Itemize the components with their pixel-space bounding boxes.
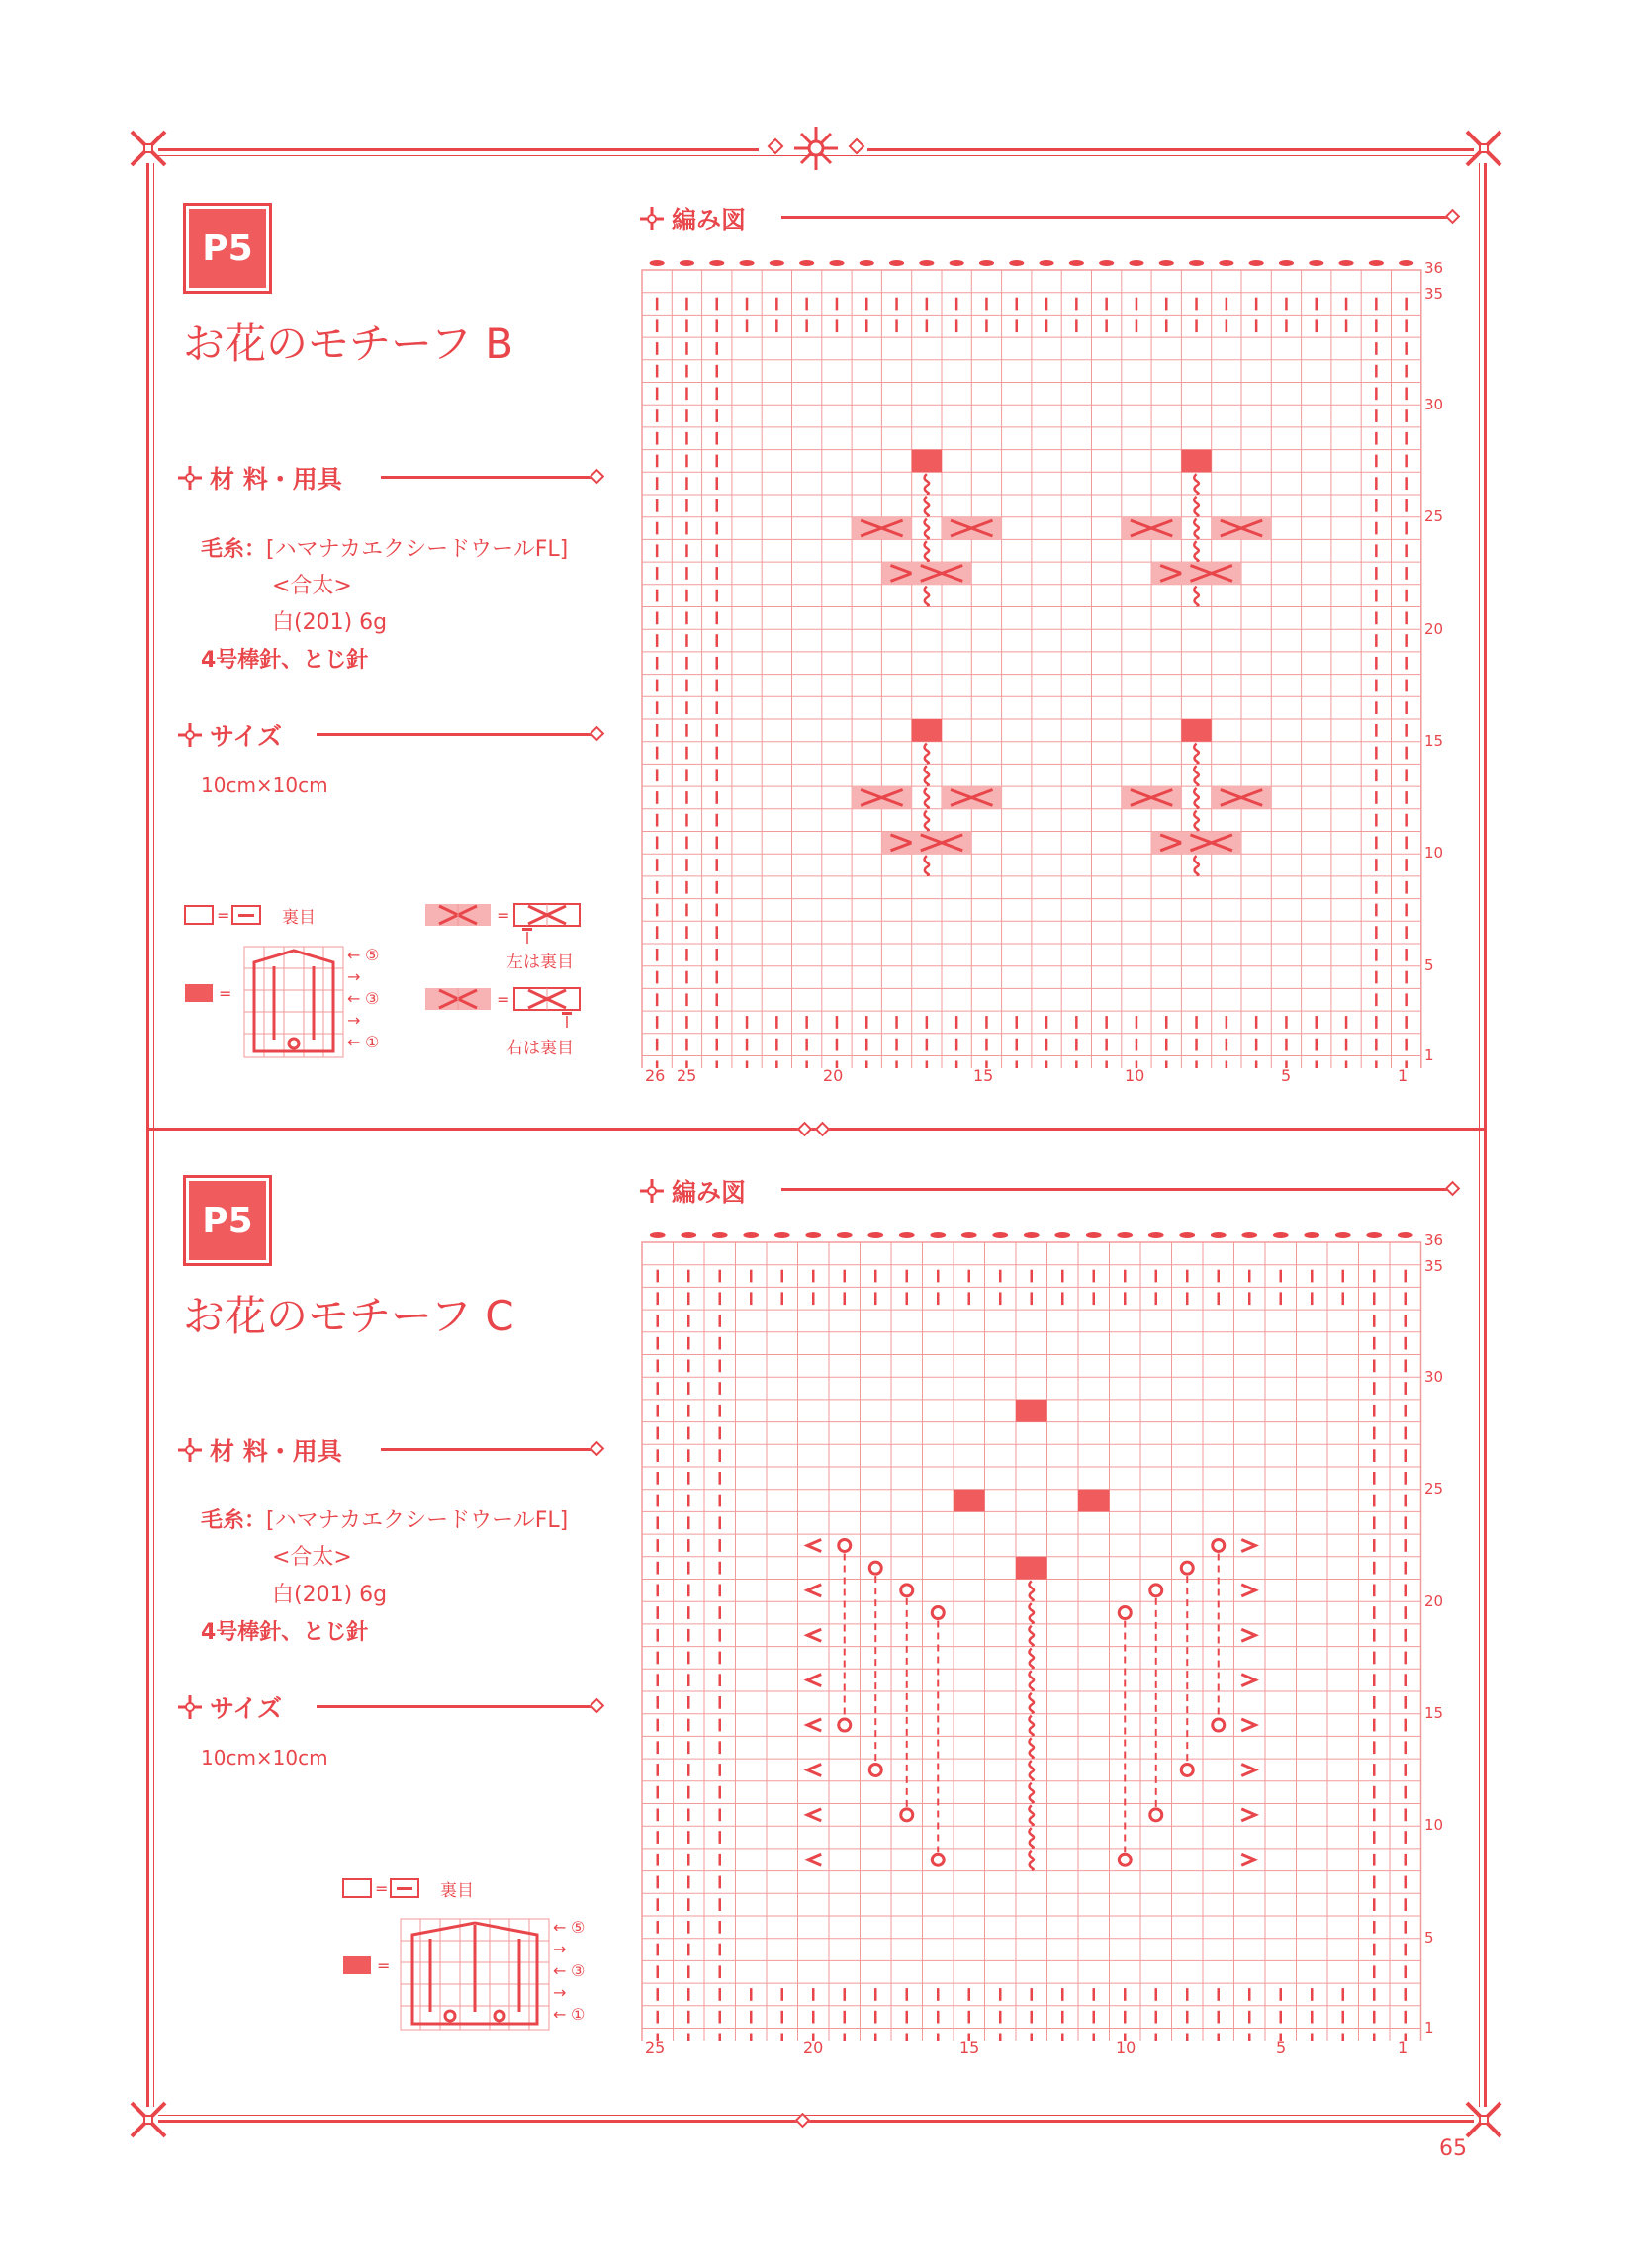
bindoff-mark	[1273, 1232, 1289, 1238]
heading-rule	[381, 476, 593, 479]
eyelet-mark	[869, 1764, 881, 1775]
legend-left-purl-text: 左は裏目	[506, 953, 574, 972]
bindoff-mark	[650, 1232, 666, 1238]
eyelet-mark	[1213, 1719, 1225, 1731]
eyelet-mark	[1213, 1539, 1225, 1551]
bobble-cell	[1016, 1400, 1047, 1422]
col-label: 20	[803, 2039, 824, 2057]
bindoff-mark	[1279, 260, 1294, 266]
bindoff-mark	[1159, 260, 1174, 266]
bindoff-mark	[860, 260, 874, 266]
heading-rule	[317, 1705, 593, 1708]
bindoff-mark	[681, 1232, 696, 1238]
sparkle-icon	[176, 1436, 204, 1464]
chart-heading-text: 編み図	[672, 206, 747, 234]
knitting-chart-b	[638, 252, 1429, 1068]
heading-diamond-icon	[1445, 209, 1461, 225]
svg-text:←: ←	[347, 989, 361, 1008]
bobble-cell	[912, 450, 942, 473]
divider-diamond-icon	[797, 1122, 813, 1137]
heading-diamond-icon	[590, 726, 605, 742]
legend-bobble-icon	[341, 1917, 618, 2036]
row-label: 35	[1424, 1257, 1444, 1275]
bindoff-mark	[743, 1232, 759, 1238]
row-label: 20	[1424, 620, 1444, 638]
bindoff-mark	[889, 260, 904, 266]
pattern-badge-label: P5	[189, 209, 266, 288]
col-label: 1	[1398, 2039, 1409, 2057]
frame-left-inner	[153, 163, 154, 2107]
col-label: 20	[823, 1066, 844, 1085]
legend-purl-text: 裏目	[440, 1881, 474, 1901]
row-label: 10	[1424, 844, 1444, 862]
sparkle-icon	[176, 721, 204, 749]
row-label: 15	[1424, 732, 1444, 750]
bindoff-mark	[770, 260, 784, 266]
bindoff-mark	[805, 1232, 821, 1238]
bindoff-mark	[1369, 260, 1384, 266]
pattern-badge-label: P5	[189, 1181, 266, 1260]
bindoff-mark	[712, 1232, 728, 1238]
bindoff-mark	[680, 260, 694, 266]
size-heading	[176, 1689, 282, 1725]
bindoff-mark	[774, 1232, 790, 1238]
heading-diamond-icon	[590, 469, 605, 485]
svg-text:←: ←	[553, 1961, 567, 1980]
row-label: 1	[1424, 1046, 1434, 1064]
size-heading-text: サイズ	[210, 1694, 283, 1723]
chart-heading-text: 編み図	[672, 1178, 747, 1207]
svg-text:=: =	[219, 984, 232, 1003]
svg-text:→: →	[553, 1983, 567, 2002]
bobble-cell	[1016, 1557, 1047, 1580]
svg-text:←: ←	[553, 2005, 567, 2024]
row-label: 15	[1424, 1704, 1444, 1722]
bindoff-mark	[1069, 260, 1084, 266]
row-label: 5	[1424, 1929, 1434, 1947]
svg-text:①: ①	[571, 2005, 586, 2024]
pattern-badge	[183, 203, 272, 294]
frame-bottom	[158, 2120, 1474, 2123]
bindoff-mark	[979, 260, 994, 266]
col-label: 26	[645, 1066, 666, 1085]
bindoff-mark	[1129, 260, 1143, 266]
bindoff-mark	[1338, 260, 1353, 266]
legend-bobble-icon	[183, 945, 420, 1063]
bindoff-mark	[1249, 260, 1264, 266]
size-heading-text: サイズ	[210, 722, 283, 751]
svg-text:←: ←	[347, 1033, 361, 1051]
svg-text:=: =	[497, 990, 510, 1009]
svg-text:←: ←	[553, 1918, 567, 1937]
bindoff-mark	[739, 260, 754, 266]
heading-rule	[317, 733, 593, 736]
pattern-badge	[183, 1175, 272, 1266]
bindoff-mark	[950, 260, 964, 266]
bobble-cell	[1181, 450, 1211, 473]
col-label: 10	[1125, 1066, 1145, 1085]
bindoff-mark	[867, 1232, 883, 1238]
svg-text:⑤: ⑤	[571, 1918, 586, 1937]
heading-rule	[381, 1448, 593, 1451]
yarn-weight: <合太>	[272, 1545, 352, 1570]
flower-ornament-icon	[757, 117, 875, 180]
col-label: 1	[1398, 1066, 1409, 1085]
sparkle-icon	[638, 1177, 666, 1205]
col-label: 15	[959, 2039, 980, 2057]
eyelet-mark	[932, 1607, 944, 1619]
bindoff-mark	[1117, 1232, 1133, 1238]
bindoff-mark	[1219, 260, 1233, 266]
legend-purl-icon	[341, 1876, 440, 1900]
corner-ornament-icon	[124, 124, 173, 173]
col-label: 15	[973, 1066, 994, 1085]
sparkle-icon	[176, 1693, 204, 1721]
svg-text:→: →	[347, 1011, 361, 1030]
knitting-chart-c	[638, 1225, 1429, 2041]
bindoff-mark	[1054, 1232, 1070, 1238]
bindoff-mark	[1179, 1232, 1195, 1238]
yarn-label: 毛糸：[ハマナカエクシードウールFL]	[201, 537, 569, 562]
eyelet-mark	[1150, 1809, 1162, 1821]
yarn-color: 白(201) 6g	[272, 610, 388, 635]
svg-text:=: =	[377, 1956, 391, 1975]
eyelet-mark	[839, 1539, 851, 1551]
materials-heading-text: 材 料・用具	[210, 1437, 342, 1466]
yarn-weight: <合太>	[272, 574, 352, 598]
chart-heading	[638, 201, 746, 236]
yarn-color: 白(201) 6g	[272, 1583, 388, 1607]
eyelet-mark	[901, 1585, 913, 1596]
frame-bottom-inner	[158, 2115, 1474, 2116]
eyelet-mark	[1119, 1607, 1131, 1619]
frame-right	[1484, 163, 1487, 2107]
size-value: 10cm×10cm	[201, 1746, 328, 1769]
svg-text:①: ①	[365, 1033, 380, 1051]
bindoff-mark	[1189, 260, 1204, 266]
frame-right-inner	[1479, 163, 1480, 2107]
bindoff-mark	[1039, 260, 1053, 266]
col-label: 10	[1116, 2039, 1136, 2057]
bindoff-mark	[1309, 260, 1323, 266]
bindoff-mark	[1241, 1232, 1257, 1238]
row-label: 30	[1424, 396, 1444, 413]
bindoff-mark	[1099, 260, 1114, 266]
svg-text:=: =	[497, 906, 510, 925]
eyelet-mark	[1119, 1854, 1131, 1865]
size-heading	[176, 717, 282, 753]
svg-text:→: →	[553, 1940, 567, 1958]
bindoff-mark	[829, 260, 844, 266]
bindoff-mark	[1211, 1232, 1227, 1238]
size-value: 10cm×10cm	[201, 773, 328, 797]
legend-purl-text: 裏目	[282, 908, 316, 928]
svg-text:→: →	[347, 967, 361, 986]
bindoff-mark	[1366, 1232, 1382, 1238]
materials-heading	[176, 1432, 342, 1468]
materials-heading-text: 材 料・用具	[210, 465, 342, 494]
needles: 4号棒針、とじ針	[201, 1620, 369, 1645]
eyelet-mark	[869, 1562, 881, 1574]
bindoff-mark	[930, 1232, 946, 1238]
row-label: 30	[1424, 1368, 1444, 1386]
bobble-cell	[954, 1490, 985, 1512]
svg-text:③: ③	[365, 989, 380, 1008]
page-number: 65	[1439, 2136, 1467, 2161]
materials-heading	[176, 460, 342, 496]
bindoff-mark	[1024, 1232, 1040, 1238]
sparkle-icon	[638, 205, 666, 232]
col-label: 25	[677, 1066, 697, 1085]
row-label: 20	[1424, 1592, 1444, 1610]
bindoff-mark	[1009, 260, 1024, 266]
heading-rule	[781, 1188, 1449, 1191]
needles: 4号棒針、とじ針	[201, 648, 369, 673]
legend-purl-icon	[183, 903, 282, 927]
bindoff-mark	[919, 260, 934, 266]
svg-text:←: ←	[347, 946, 361, 964]
chart-heading	[638, 1173, 746, 1209]
frame-left	[146, 163, 149, 2107]
eyelet-mark	[839, 1719, 851, 1731]
bindoff-mark	[1148, 1232, 1164, 1238]
svg-text:③: ③	[571, 1961, 586, 1980]
row-label: 1	[1424, 2019, 1434, 2037]
motif-title: お花のモチーフ C	[183, 1292, 514, 1340]
eyelet-mark	[1181, 1562, 1193, 1574]
bindoff-mark	[837, 1232, 853, 1238]
heading-diamond-icon	[1445, 1181, 1461, 1197]
row-label: 25	[1424, 507, 1444, 525]
bindoff-mark	[799, 260, 814, 266]
col-label: 5	[1276, 2039, 1287, 2057]
eyelet-mark	[1150, 1585, 1162, 1596]
yarn-label: 毛糸：[ハマナカエクシードウールFL]	[201, 1508, 569, 1533]
row-label: 35	[1424, 285, 1444, 303]
bobble-cell	[1181, 719, 1211, 742]
bindoff-mark	[1304, 1232, 1319, 1238]
eyelet-mark	[1181, 1764, 1193, 1775]
bobble-cell	[1078, 1490, 1110, 1512]
heading-diamond-icon	[590, 1441, 605, 1457]
row-label: 5	[1424, 956, 1434, 974]
eyelet-mark	[932, 1854, 944, 1865]
motif-title: お花のモチーフ B	[183, 319, 514, 368]
bindoff-mark	[899, 1232, 915, 1238]
col-label: 25	[645, 2039, 666, 2057]
legend-right-purl-text: 右は裏目	[506, 1039, 574, 1058]
row-label: 36	[1424, 1231, 1444, 1249]
col-label: 5	[1281, 1066, 1292, 1085]
row-label: 10	[1424, 1816, 1444, 1834]
bindoff-mark	[709, 260, 724, 266]
corner-ornament-icon	[1459, 124, 1508, 173]
heading-rule	[781, 216, 1449, 219]
eyelet-mark	[901, 1809, 913, 1821]
heading-diamond-icon	[590, 1698, 605, 1714]
corner-ornament-icon	[124, 2095, 173, 2144]
divider-diamond-icon	[815, 1122, 831, 1137]
svg-text:=: =	[217, 906, 230, 925]
bindoff-mark	[992, 1232, 1008, 1238]
chart-frame	[642, 1242, 1421, 2041]
bindoff-mark	[961, 1232, 977, 1238]
bindoff-mark	[1086, 1232, 1102, 1238]
bindoff-mark	[650, 260, 665, 266]
bindoff-mark	[1398, 1232, 1413, 1238]
sparkle-icon	[176, 464, 204, 492]
row-label: 25	[1424, 1480, 1444, 1497]
row-label: 36	[1424, 259, 1444, 277]
svg-text:=: =	[375, 1879, 389, 1898]
bindoff-mark	[1399, 260, 1413, 266]
svg-text:⑤: ⑤	[365, 946, 380, 964]
bobble-cell	[912, 719, 942, 742]
bindoff-mark	[1335, 1232, 1351, 1238]
